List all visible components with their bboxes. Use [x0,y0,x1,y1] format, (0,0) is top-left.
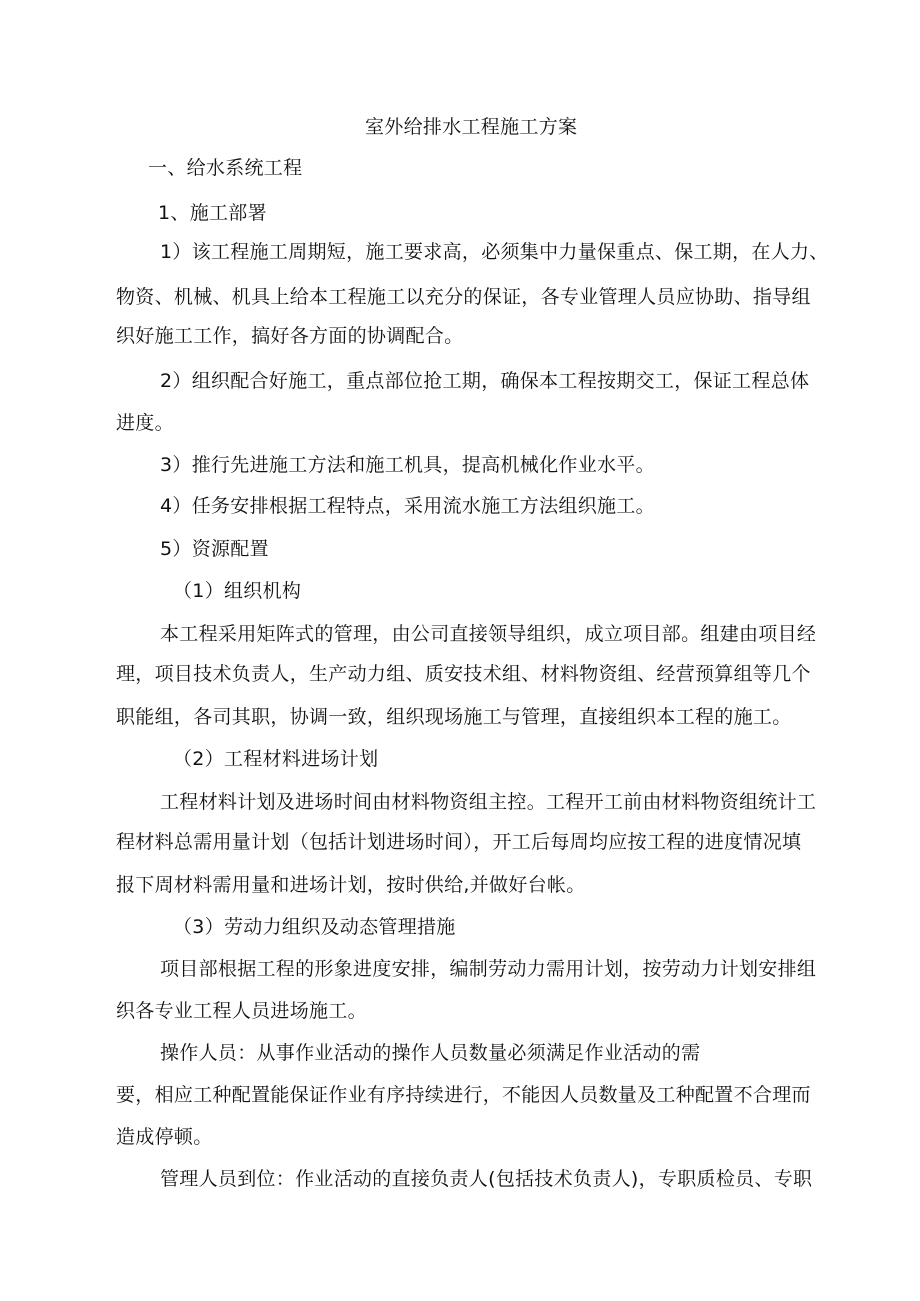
paragraph-line: 1）该工程施工周期短，施工要求高，必须集中力量保重点、保工期，在人力、 [160,241,829,263]
paragraph-line: 程材料总需用量计划（包括计划进场时间），开工后每周均应按工程的进度情况填 [116,831,802,853]
paragraph-line: 报下周材料需用量和进场计划，按时供给,并做好台帐。 [116,874,586,896]
paragraph-line: 织各专业工程人员进场施工。 [116,1000,367,1022]
paragraph-line: 理，项目技术负责人，生产动力组、质安技术组、材料物资组、经营预算组等几个 [116,663,811,685]
paragraph-line: 本工程采用矩阵式的管理，由公司直接领导组织，成立项目部。组建由项目经 [160,623,817,645]
paragraph-line: 织好施工工作，搞好各方面的协调配合。 [116,325,464,347]
paragraph-line: 4）任务安排根据工程特点，采用流水施工方法组织施工。 [160,495,655,517]
paragraph-line: 操作人员：从事作业活动的操作人员数量必须满足作业活动的需 [160,1042,701,1064]
paragraph-line: 物资、机械、机具上给本工程施工以充分的保证，各专业管理人员应协助、指导组 [116,286,811,308]
paragraph-line: 项目部根据工程的形象进度安排，编制劳动力需用计划，按劳动力计划安排组 [160,958,817,980]
subheading-labor-management: （3）劳动力组织及动态管理措施 [173,916,456,938]
paragraph-line: 2）组织配合好施工，重点部位抢工期，确保本工程按期交工，保证工程总体 [160,370,810,392]
paragraph-line: 工程材料计划及进场时间由材料物资组主控。工程开工前由材料物资组统计工 [160,791,817,813]
document-title: 室外给排水工程施工方案 [365,116,578,138]
paragraph-line: 3）推行先进施工方法和施工机具，提高机械化作业水平。 [160,454,655,476]
section-construction-deployment: 1、施工部署 [158,202,267,224]
paragraph-line: 职能组，各司其职，协调一致，组织现场施工与管理，直接组织本工程的施工。 [116,706,792,728]
paragraph-line: 要，相应工种配置能保证作业有序持续进行，不能因人员数量及工种配置不合理而 [116,1084,811,1106]
paragraph-line: 管理人员到位：作业活动的直接负责人(包括技术负责人)，专职质检员、专职 [160,1168,813,1190]
paragraph-line: 5）资源配置 [160,538,269,560]
heading-water-supply: 一、给水系统工程 [148,157,303,179]
paragraph-line: 造成停顿。 [116,1126,213,1148]
paragraph-line: 进度。 [116,412,174,434]
subheading-material-plan: （2）工程材料进场计划 [173,748,379,770]
subheading-organization: （1）组织机构 [173,580,302,602]
